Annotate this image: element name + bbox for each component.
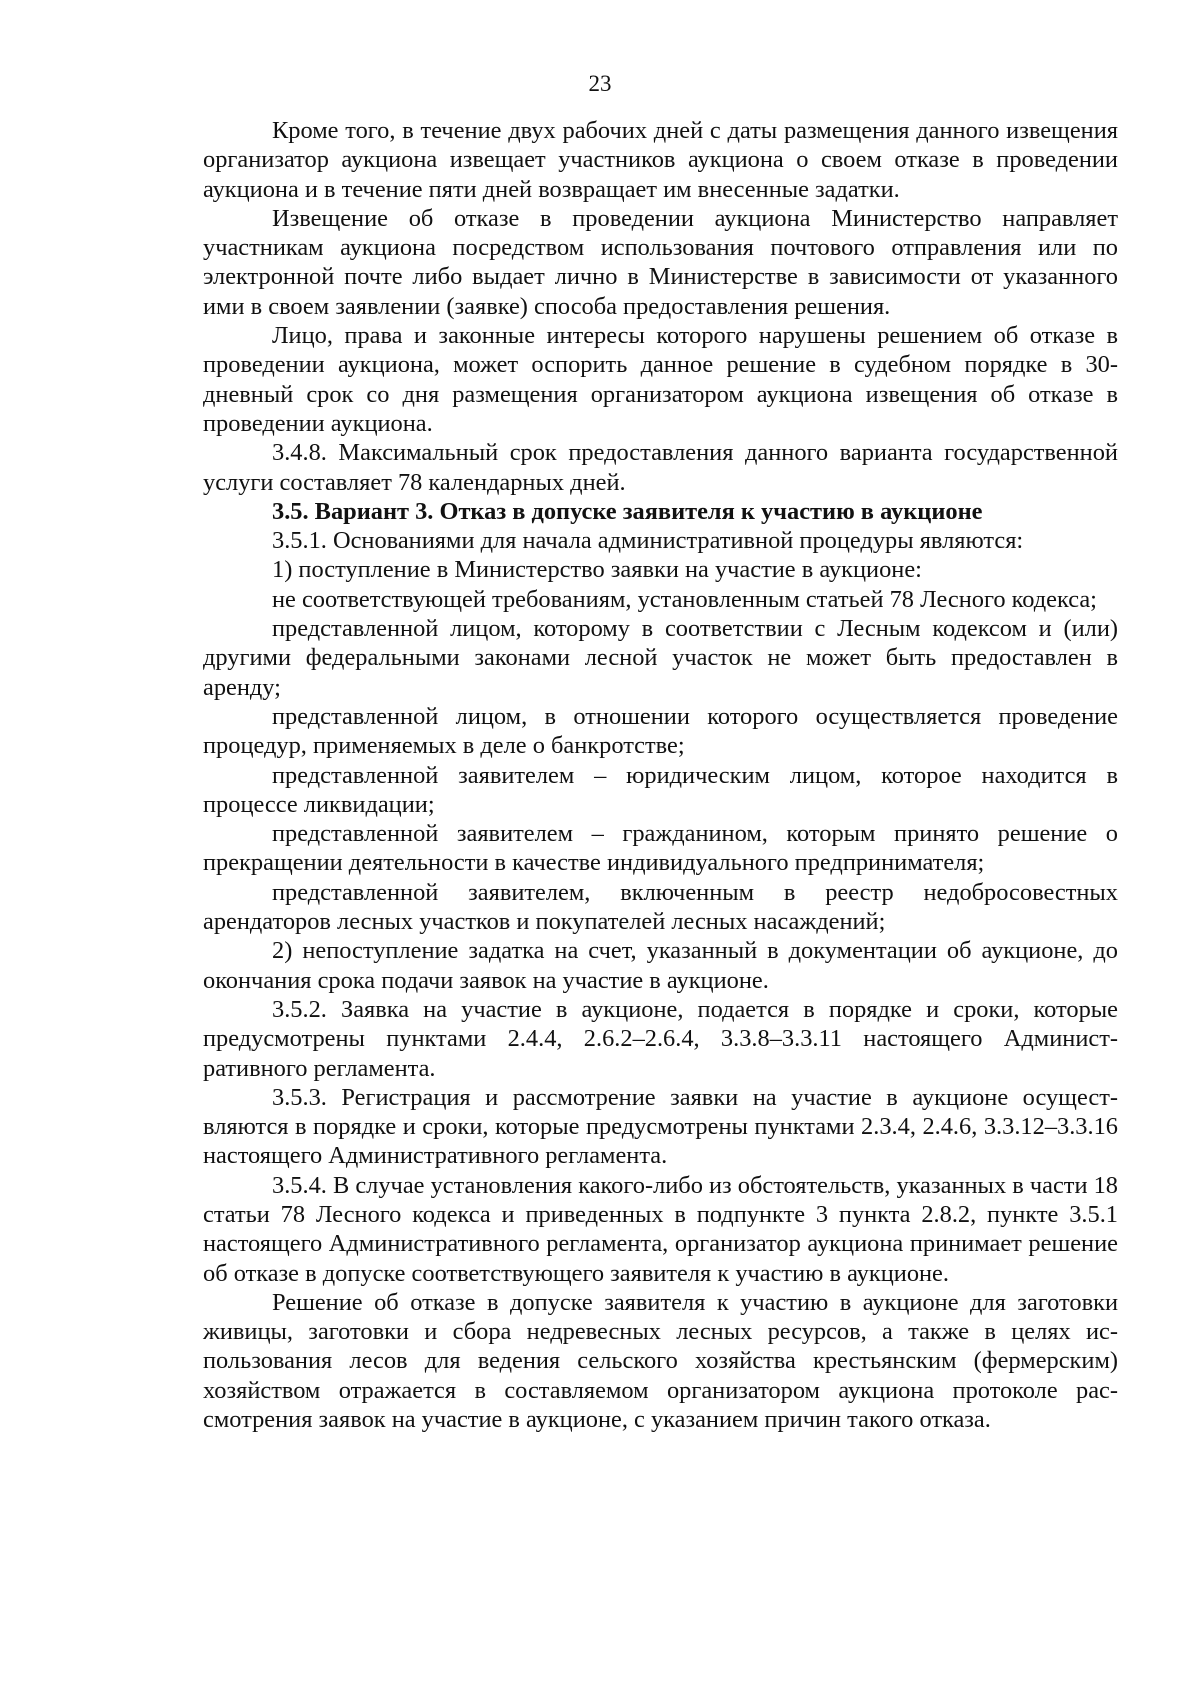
paragraph-notice-participants: Кроме того, в течение двух рабочих дней с даты размещения данного извещения организатор аукциона извещает участников аукциона о своем отказе в проведении аукциона и в течение пяти дней возвращает им внесенные задатки. xyxy=(203,117,1118,203)
paragraph-3-5-2: 3.5.2. Заявка на участие в аукционе, подается в порядке и сроки, которые предусмотрены пунктами 2.4.4, 2.6.2–2.6.4, 3.3.8–3.3.11 настоящего Административного регламента. xyxy=(203,995,1118,1082)
list-subitem-liquidation: представленной заявителем – юридическим лицом, которое находится в процессе ликвидации; xyxy=(203,761,1118,818)
list-subitem-ineligible-person: представленной лицом, которому в соответствии с Лесным кодексом и (или) другими федеральными законами лесной участок не может быть предоставлен в аренду; xyxy=(203,615,1118,701)
paragraph-refusal-decision: Решение об отказе в допуске заявителя к участию в аукционе для заготовки живицы, заготовки и сбора недревесных лесных ресурсов, а также в целях использования лесов для ведения сельского хозяйства крестьянским (фермерским) хозяйством отражается в составляемом организатором аукциона протоколе рассмотрения заявок на участие в аукционе, с указанием причин такого отказа. xyxy=(203,1288,1118,1434)
list-item-2: 2) непоступление задатка на счет, указанный в документации об аукционе, до окончания срока подачи заявок на участие в аукционе. xyxy=(203,937,1118,994)
list-subitem-bankruptcy: представленной лицом, в отношении которого осуществляется проведение процедур, применяемых в деле о банкротстве; xyxy=(203,702,1118,760)
list-subitem-entrepreneur-termination: представленной заявителем – гражданином, которым принято решение о прекращении деятельности в качестве индивидуального предпринимателя; xyxy=(203,820,1118,877)
paragraph-3-5-3: 3.5.3. Регистрация и рассмотрение заявки на участие в аукционе осуществляются в порядке и сроки, которые предусмотрены пунктами 2.3.4, 2.4.6, 3.3.12–3.3.16 настоящего Административного регламента. xyxy=(203,1083,1118,1170)
section-heading-3-5: 3.5. Вариант 3. Отказ в допуске заявителя к участию в аукционе xyxy=(272,497,983,525)
paragraph-3-5-1: 3.5.1. Основаниями для начала административной процедуры являются: xyxy=(272,527,1024,555)
paragraph-notice-delivery: Извещение об отказе в проведении аукциона Министерство направляет участникам аукциона посредством использования почтового отправления или по электронной почте либо выдает лично в Министерстве в зависимости от указанного ими в своем заявлении (заявке) способа предоставления решения. xyxy=(203,204,1118,320)
page-number: 23 xyxy=(588,71,612,96)
list-subitem-nonconforming: не соответствующей требованиям, установленным статьей 78 Лесного кодекса; xyxy=(272,585,1097,613)
list-subitem-unscrupulous-registry: представленной заявителем, включенным в реестр недобросовестных арендаторов лесных участков и покупателей лесных насаждений; xyxy=(203,878,1118,936)
document-body xyxy=(203,116,1118,1434)
paragraph-appeal-right: Лицо, права и законные интересы которого нарушены решением об отказе в проведении аукциона, может оспорить данное решение в судебном порядке в 30-дневный срок со дня размещения организатором аукциона извещения об отказе в проведении аукциона. xyxy=(203,322,1118,437)
paragraph-3-5-4: 3.5.4. В случае установления какого-либо из обстоятельств, указанных в части 18 статьи 78 Лесного кодекса и приведенных в подпункте 3 пункта 2.8.2, пункте 3.5.1 настоящего Административного регламента, организатор аукциона принимает решение об отказе в допуске соответствующего заявителя к участию в аукционе. xyxy=(203,1171,1118,1287)
paragraph-3-4-8: 3.4.8. Максимальный срок предоставления данного варианта государственной услуги составляет 78 календарных дней. xyxy=(203,439,1118,496)
list-item-1: 1) поступление в Министерство заявки на участие в аукционе: xyxy=(272,556,922,584)
